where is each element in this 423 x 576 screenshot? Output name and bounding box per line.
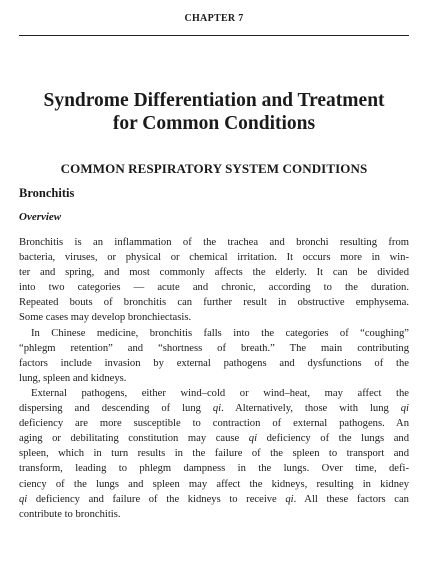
text-line: aging or debilitating constitution may cause qi deficiency of the lungs and [19, 433, 409, 445]
text-line: Bronchitis is an inflammation of the trachea and bronchi resulting from [19, 237, 409, 248]
text-line: “phlegm retention” and “shortness of breath.” The main contributing [19, 342, 409, 354]
text-line: ciency of the lungs and spleen may affect the kidneys, resulting in kidney [19, 478, 409, 490]
text-line: contribute to bronchitis. [19, 508, 121, 520]
chapter-title [19, 89, 409, 135]
paragraph-2 [19, 326, 409, 386]
header-rule [19, 35, 409, 36]
text-line: spleen, which in turn results in the failure of the spleen to transport and [19, 448, 409, 460]
section-heading: COMMON RESPIRATORY SYSTEM CONDITIONS [60, 161, 368, 176]
subsection-heading: Bronchitis [19, 186, 75, 200]
text-line: into two categories — acute and chronic, according to the duration. [19, 282, 409, 294]
paragraph-3 [19, 386, 409, 522]
text-line: dispersing and descending of lung qi. Alternatively, those with lung qi [19, 403, 409, 415]
text-line: Some cases may develop bronchiectasis. [19, 312, 192, 324]
text-line: External pathogens, either wind–cold or wind–heat, may affect the [31, 387, 409, 399]
text-line: factors include invasion by external pathogens and dysfunctions of the [19, 357, 409, 369]
document-page [19, 0, 409, 576]
body-text [19, 235, 409, 522]
text-line: bacteria, viruses, or physical or chemical irritation. It occurs more in win- [19, 252, 409, 264]
text-line: lung, spleen and kidneys. [19, 372, 127, 384]
chapter-title-line-1: Syndrome Differentiation and Treatment [43, 90, 385, 111]
text-line: qi deficiency and failure of the kidneys to receive qi. All these factors can [19, 493, 409, 505]
text-line: deficiency are more susceptible to contraction of external pathogens. An [19, 418, 409, 430]
paragraph-1 [19, 235, 409, 326]
text-line: Repeated bouts of bronchitis can further result in obstructive emphysema. [19, 297, 409, 309]
overview-heading: Overview [19, 211, 62, 223]
text-line: ter and spring, and most commonly affects the elderly. It can be divided [19, 267, 409, 279]
text-line: In Chinese medicine, bronchitis falls into the categories of “coughing” [31, 327, 409, 339]
chapter-label: CHAPTER 7 [184, 13, 244, 24]
chapter-title-line-2: for Common Conditions [112, 113, 316, 134]
text-line: transform, leading to phlegm dampness in the lungs. Over time, defi- [19, 463, 409, 475]
